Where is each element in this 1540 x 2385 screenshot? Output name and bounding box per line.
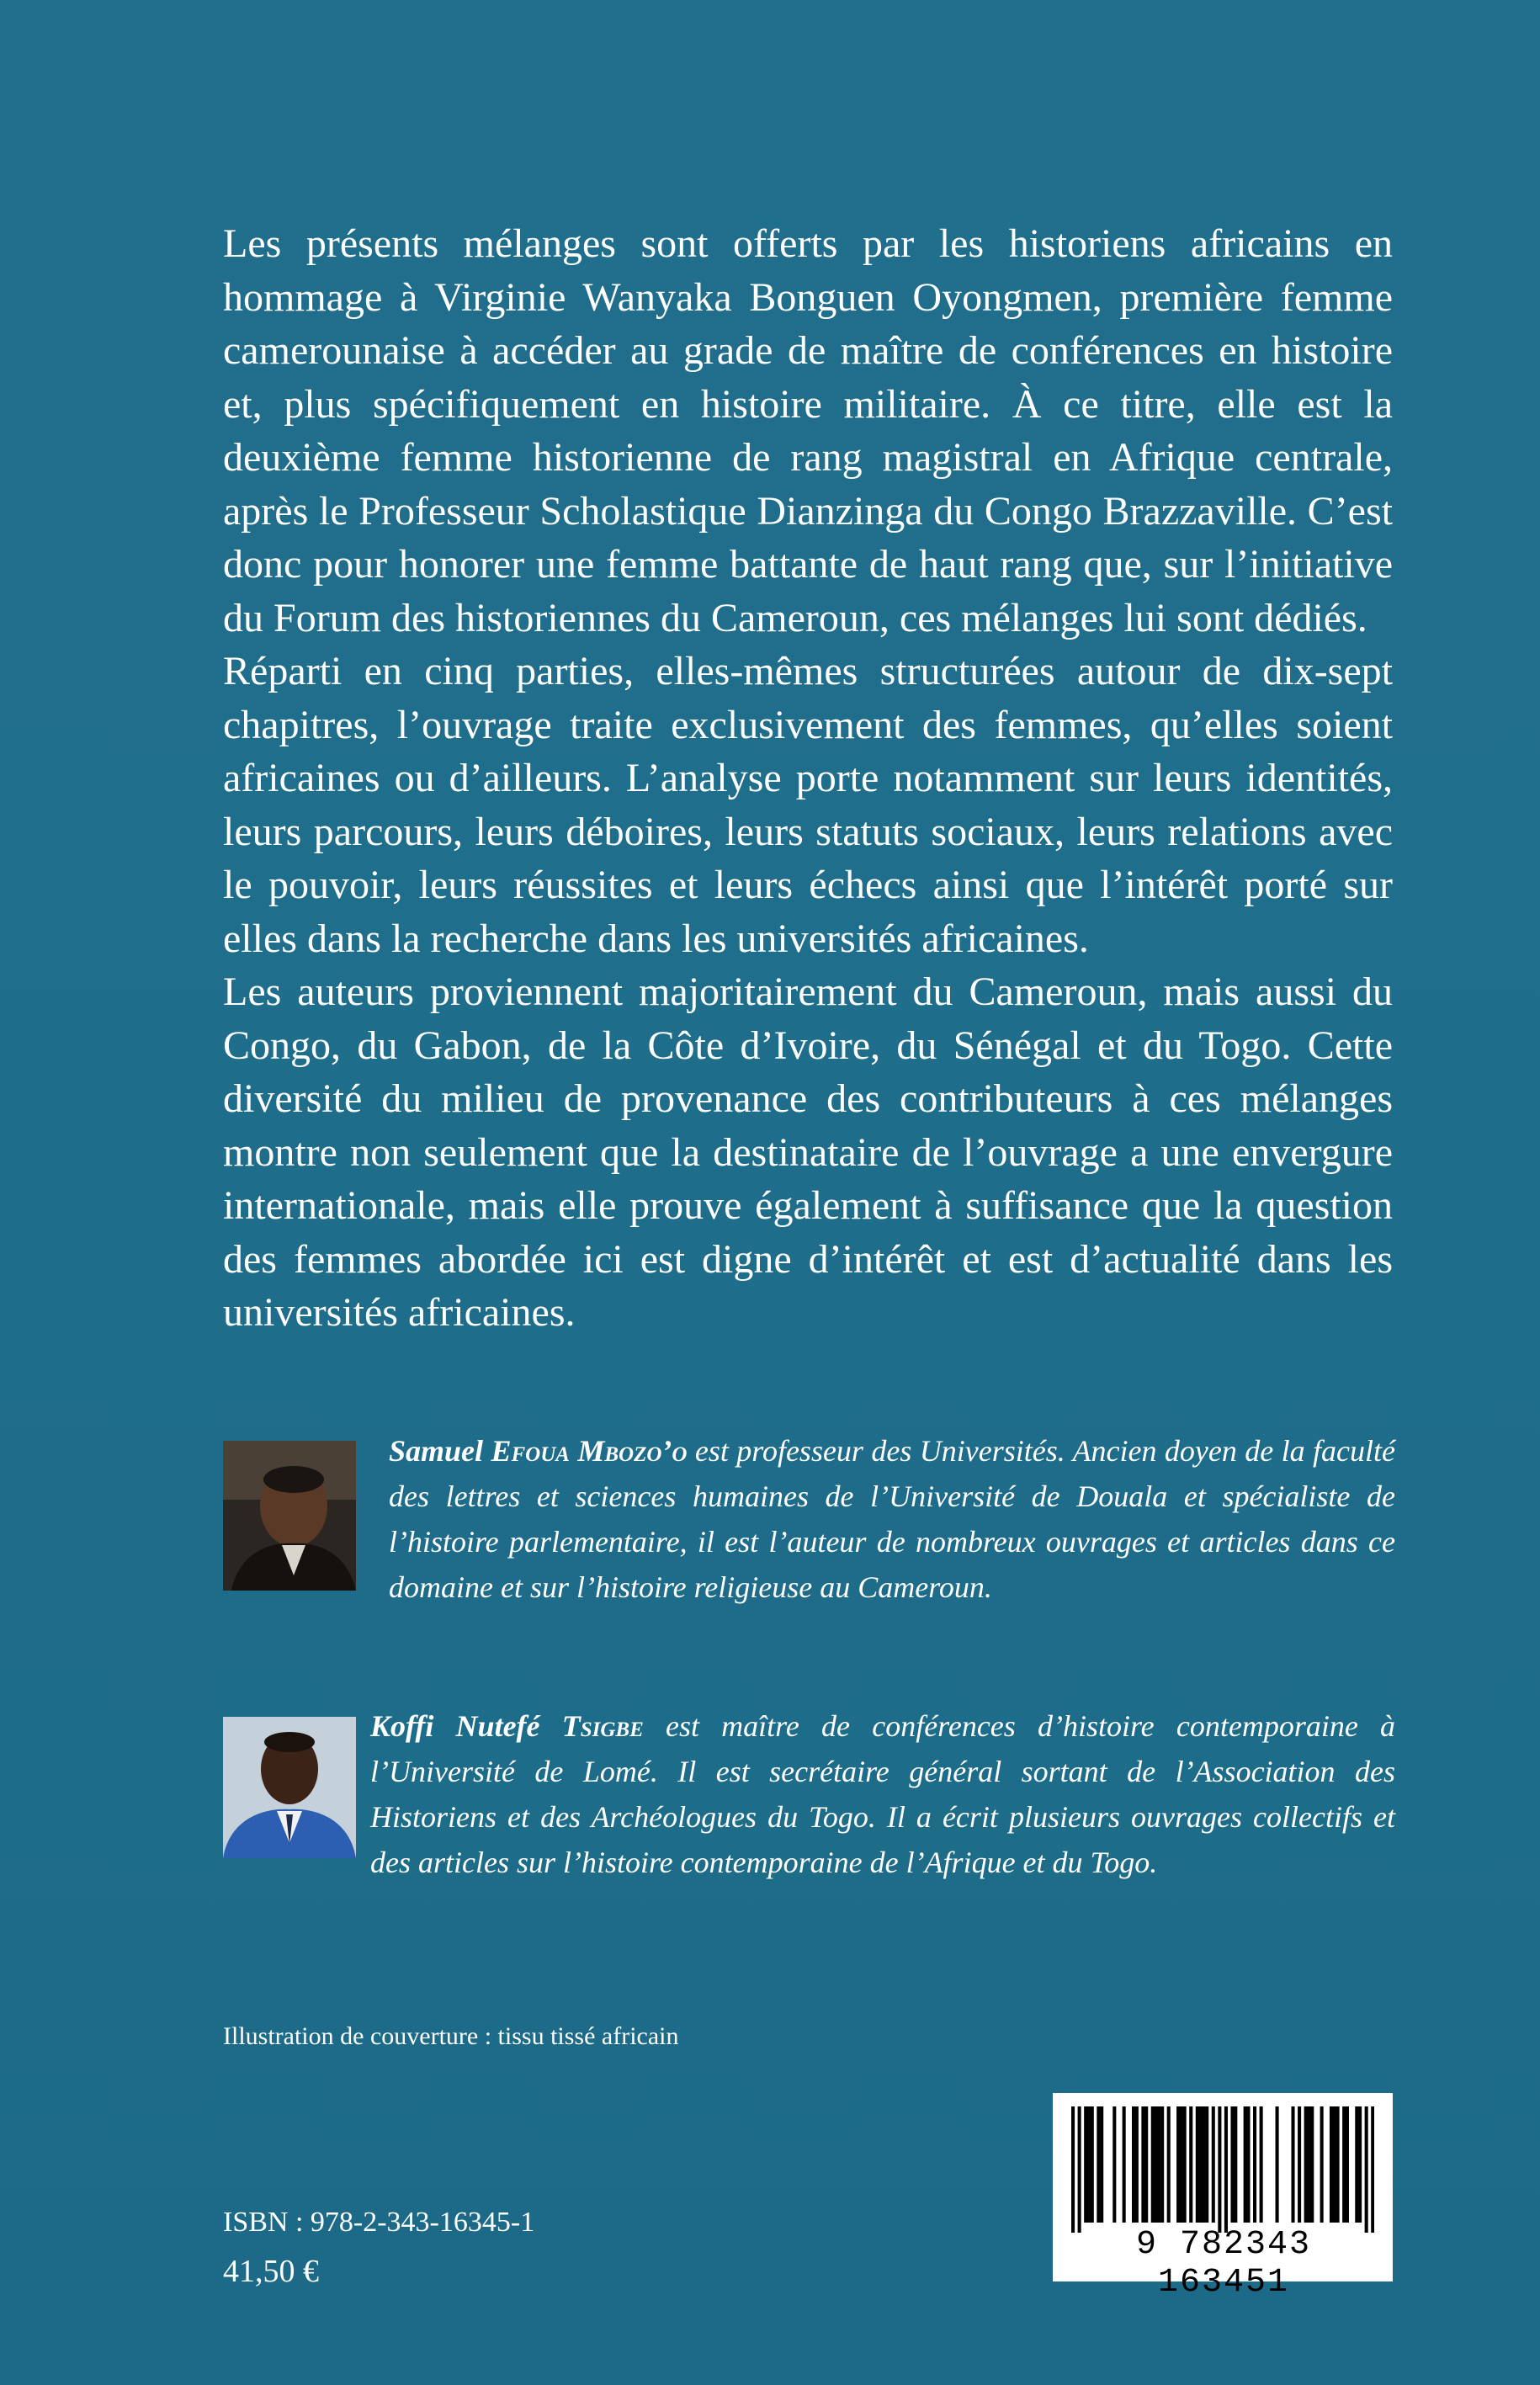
barcode-bar — [1205, 2106, 1208, 2223]
barcode-bar — [1230, 2106, 1234, 2223]
barcode-bar — [1091, 2106, 1094, 2223]
barcode-bar — [1342, 2106, 1346, 2223]
barcode-bar — [1199, 2106, 1203, 2223]
barcode-digits: 9 782343 163451 — [1135, 2226, 1312, 2302]
author-photo-efoua-mbozo — [223, 1441, 356, 1591]
barcode-bar — [1071, 2106, 1075, 2233]
barcode-bar — [1078, 2106, 1081, 2233]
barcode-bar — [1253, 2106, 1256, 2223]
barcode-bar — [1234, 2106, 1237, 2223]
barcode-bar — [1246, 2106, 1250, 2223]
author-photo-tsigbe — [223, 1717, 356, 1858]
barcode-bar — [1346, 2106, 1349, 2223]
barcode-bar — [1180, 2106, 1183, 2223]
barcode-bar — [1189, 2106, 1192, 2223]
barcode-bar — [1355, 2106, 1358, 2223]
barcode-bar — [1365, 2106, 1368, 2233]
barcode-bar — [1336, 2106, 1340, 2223]
barcode-bar — [1202, 2106, 1205, 2223]
barcode-bar — [1087, 2106, 1091, 2223]
author-last-name: Efoua Mbozo’o — [491, 1434, 688, 1468]
barcode-bar — [1135, 2106, 1139, 2223]
barcode-bar — [1218, 2106, 1221, 2233]
barcode-bar — [1310, 2106, 1314, 2223]
barcode-bar — [1157, 2106, 1160, 2223]
barcode-bar — [1132, 2106, 1135, 2223]
description-paragraph-2: Réparti en cinq parties, elles-mêmes structurées autour de dix-sept chapitres, l’ouvrage traite exclusivement des femmes, qu’elles soient africaines ou d’ailleurs. L’analyse porte notamment sur leurs identités, leurs parcours, leurs déboires, leurs statuts sociaux, leurs relations avec le pouvoir, leurs réussites et leurs échecs ainsi que l’intérêt porté sur elles dans la recherche dans les universités africaines. — [223, 649, 1393, 961]
barcode-bar — [1224, 2106, 1228, 2233]
barcode-bar — [1298, 2106, 1301, 2223]
description-paragraph-1: Les présents mélanges sont offerts par les historiens africains en hommage à Virginie Wanyaka Bonguen Oyongmen, première femme camerounaise à accéder au grade de maître de conférences en histoire et, plus spécifiquement en histoire militaire. À ce titre, elle est la deuxième femme historienne de rang magistral en Afrique centrale, après le Professeur Scholastique Dianzinga du Congo Brazzaville. C’est donc pour honorer une femme battante de haut rang que, sur l’initiative du Forum des historiennes du Cameroun, ces mélanges lui sont dédiés. — [223, 221, 1393, 640]
barcode-bar — [1176, 2106, 1180, 2223]
author-bio-tsigbe — [370, 1703, 1395, 1885]
barcode-bar — [1100, 2106, 1103, 2223]
barcode-bars — [1071, 2106, 1374, 2233]
barcode — [1053, 2093, 1393, 2302]
barcode-bar — [1151, 2106, 1155, 2223]
barcode-bar — [1141, 2106, 1144, 2223]
portrait-icon — [223, 1441, 356, 1591]
author-bio-efoua-mbozo — [389, 1428, 1395, 1610]
author-first-name: Samuel — [389, 1434, 484, 1468]
author-first-name: Koffi Nutefé — [370, 1709, 540, 1743]
description-paragraph-3: Les auteurs proviennent majoritairement du Cameroun, mais aussi du Congo, du Gabon, de la Côte d’Ivoire, du Sénégal et du Togo. Cette diversité du milieu de provenance des contributeurs à ces mélanges montre non seulement que la destinataire de l’ouvrage a une envergure internationale, mais elle prouve également à suffisance que la question des femmes abordée ici est digne d’intérêt et est d’actualité dans les universités africaines. — [223, 969, 1393, 1335]
barcode-bar — [1160, 2106, 1164, 2223]
barcode-bar — [1144, 2106, 1148, 2223]
barcode-bar — [1196, 2106, 1199, 2223]
barcode-bar — [1212, 2106, 1215, 2223]
barcode-bar — [1276, 2106, 1279, 2223]
author-last-name: Tsigbe — [561, 1709, 644, 1743]
barcode-bar — [1244, 2106, 1247, 2223]
isbn: ISBN : 978-2-343-16345-1 — [223, 2207, 535, 2238]
barcode-bar — [1183, 2106, 1187, 2223]
price: 41,50 € — [223, 2254, 319, 2289]
barcode-bar — [1371, 2106, 1374, 2233]
barcode-bar — [1333, 2106, 1336, 2223]
barcode-bar — [1307, 2106, 1310, 2223]
barcode-bar — [1097, 2106, 1100, 2223]
portrait-icon — [223, 1717, 356, 1858]
author-bio-text: est professeur des Universités. Ancien doyen de la faculté des lettres et sciences humaines de l’Université de Douala et spécialiste de l’histoire parlementaire, il est l’auteur de nombreux ouvrages et articles dans ce domaine et sur l’histoire religieuse au Cameroun. — [389, 1434, 1396, 1604]
barcode-bar — [1304, 2106, 1308, 2223]
barcode-bar — [1260, 2106, 1263, 2223]
cover-illustration-credit: Illustration de couverture : tissu tissé africain — [223, 2022, 679, 2050]
barcode-bar — [1330, 2106, 1333, 2223]
author-bio-text: est maître de conférences d’histoire contemporaine à l’Université de Lomé. Il est secrétaire général sortant de l’Association des Historiens et des Archéologues du Togo. Il a écrit plusieurs ouvrages collectifs et des articles sur l’histoire contemporaine de l’Afrique et du Togo. — [370, 1709, 1396, 1879]
barcode-bar — [1291, 2106, 1294, 2223]
book-description — [223, 217, 1393, 1340]
barcode-bar — [1155, 2106, 1158, 2223]
barcode-bar — [1167, 2106, 1171, 2223]
barcode-bar — [1123, 2106, 1126, 2223]
barcode-bar — [1084, 2106, 1087, 2223]
barcode-bar — [1113, 2106, 1116, 2223]
barcode-bar — [1358, 2106, 1362, 2223]
barcode-bar — [1320, 2106, 1324, 2223]
